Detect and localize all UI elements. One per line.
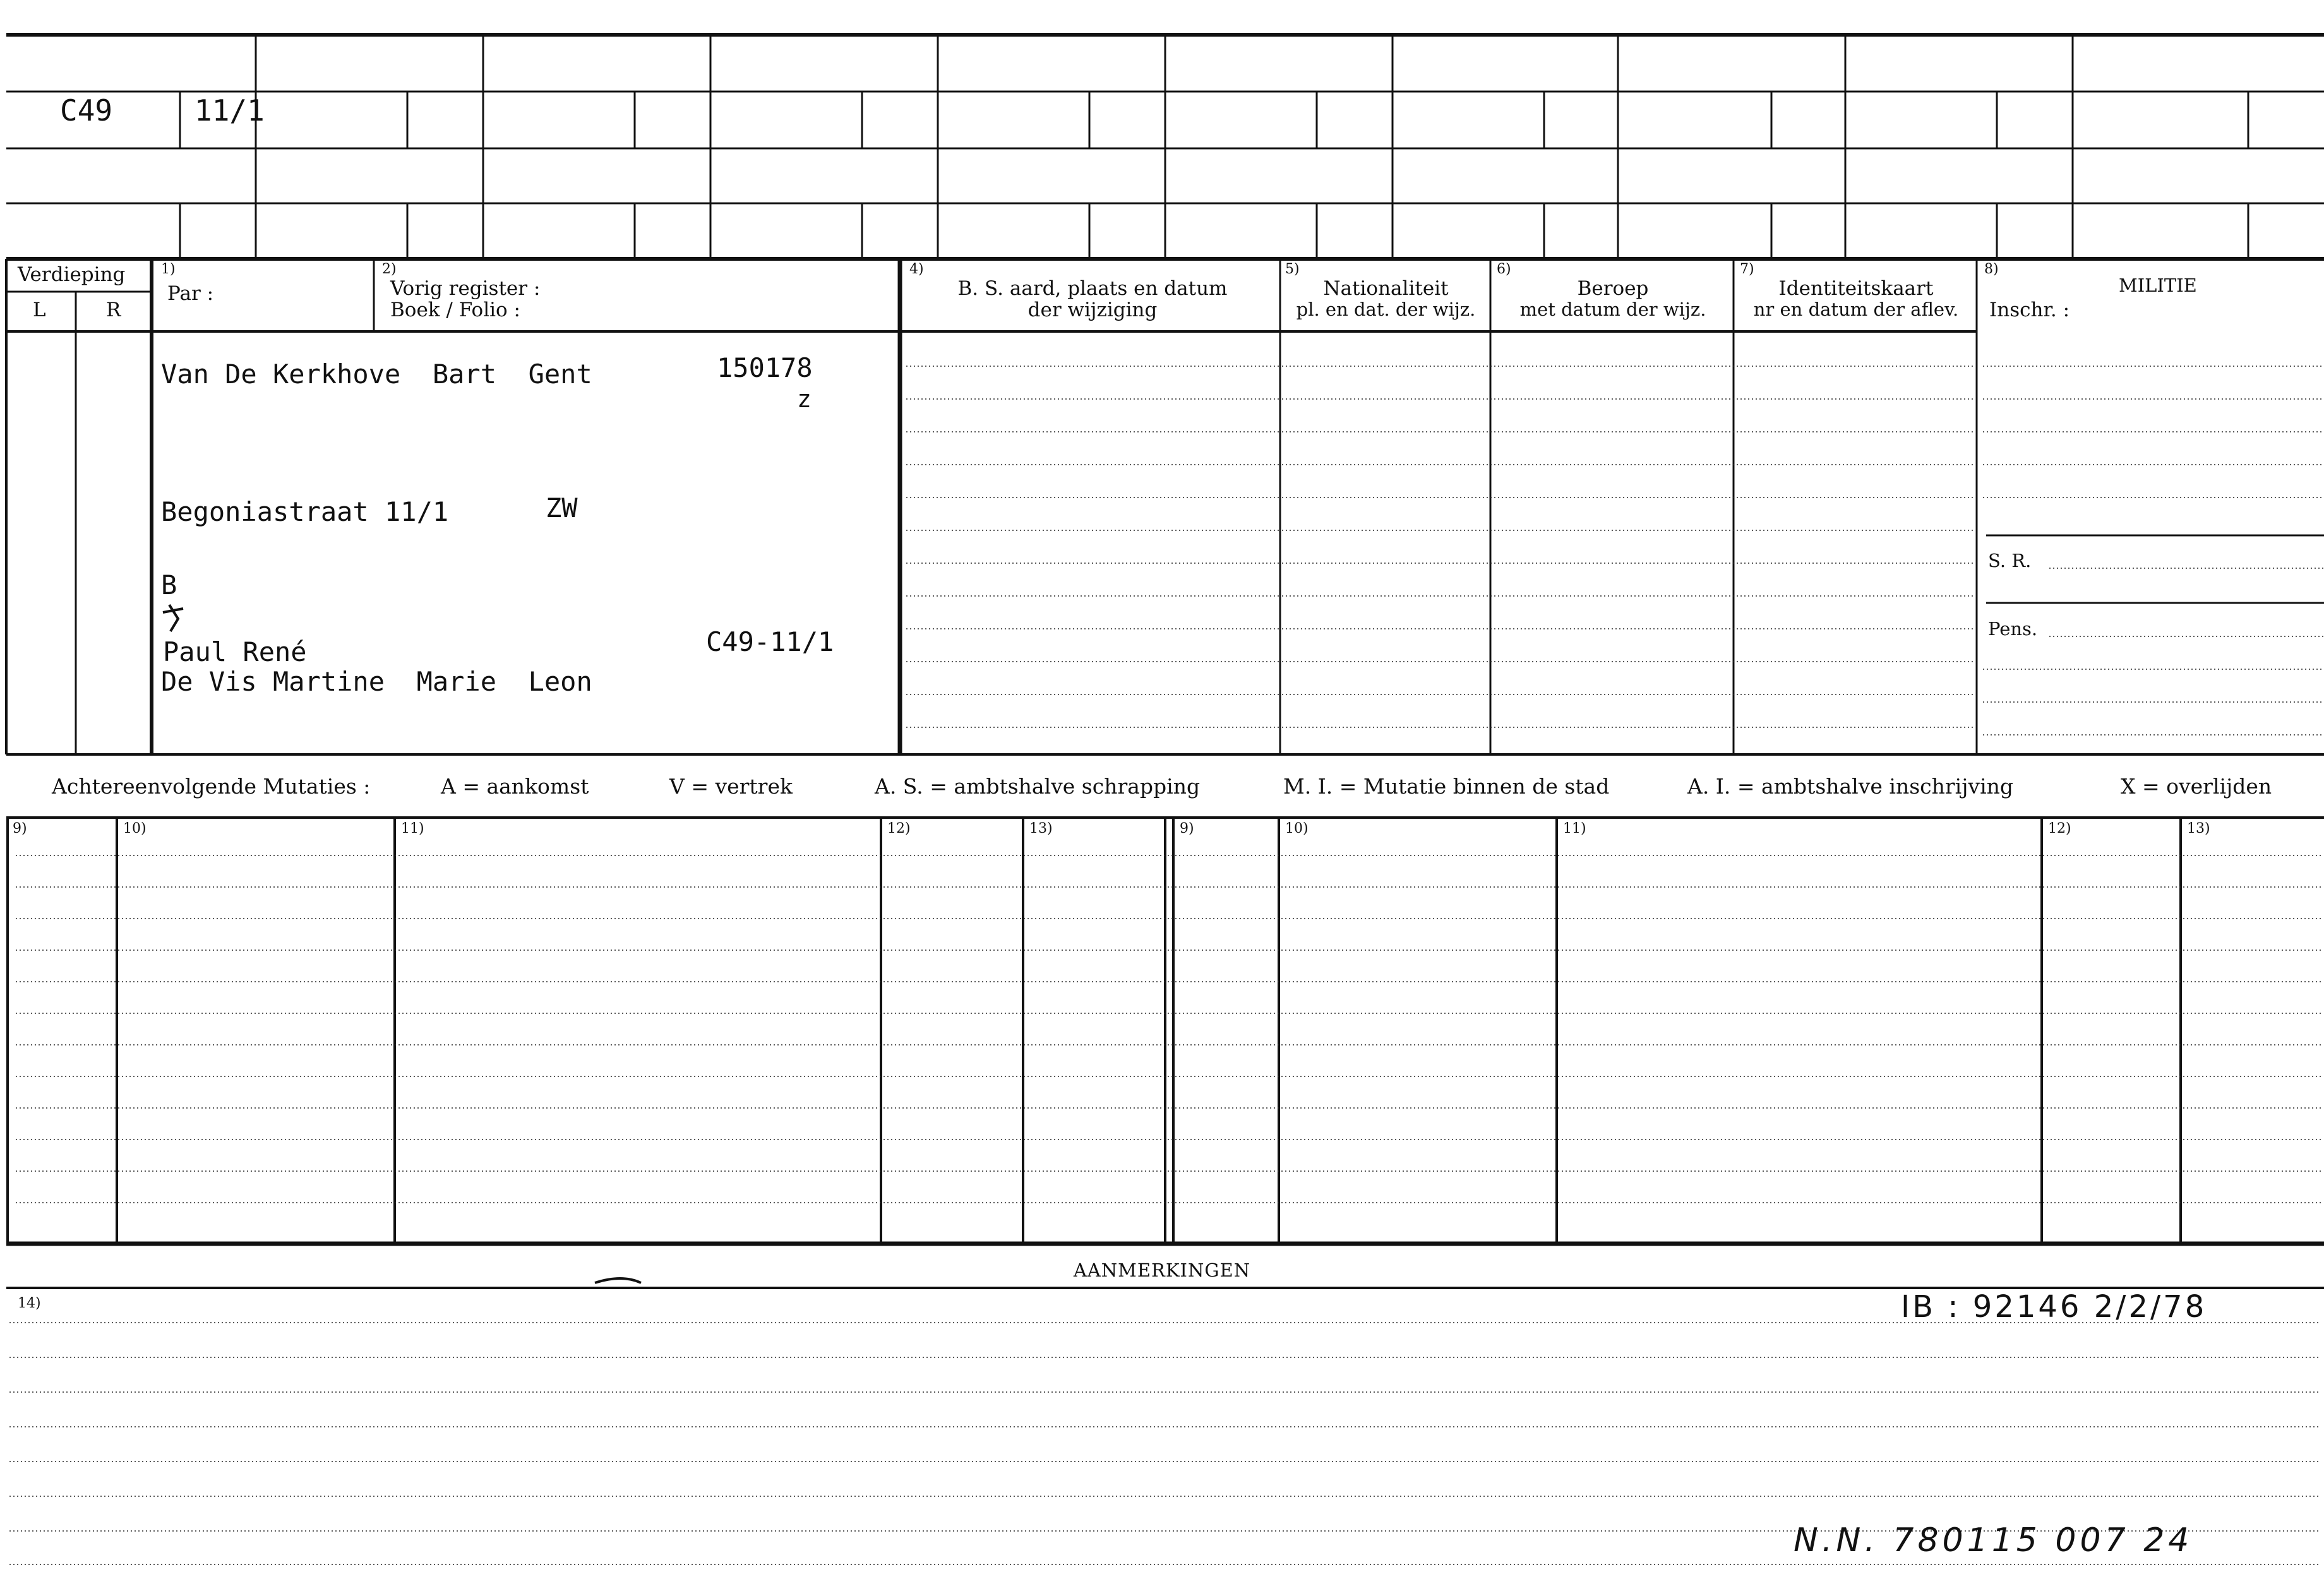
mut-right-col13: 13): [2187, 821, 2210, 837]
mut-left-col13: 13): [1029, 821, 1053, 837]
militie-inschr-label: Inschr. :: [1989, 299, 2070, 321]
col1-label: Par :: [167, 282, 214, 305]
col2-label-line1: Vorig register :: [390, 277, 541, 300]
ib-entry: IB : 92146 2/2/78: [1901, 1289, 2207, 1325]
birth-code: 150178: [717, 352, 813, 383]
legend-as: A. S. = ambtshalve schrapping: [875, 774, 1201, 799]
address-code: ZW: [546, 492, 578, 523]
verdieping-label: Verdieping: [18, 263, 126, 286]
mut-left-col10: 10): [123, 821, 147, 837]
col4-label-line1: B. S. aard, plaats en datum: [957, 277, 1228, 300]
col7-label-line2: nr en datum der aflev.: [1753, 299, 1959, 320]
remarks-number: 14): [18, 1295, 41, 1311]
militie-pens-label: Pens.: [1988, 618, 2038, 640]
col7-number: 7): [1740, 261, 1754, 277]
col5-label-line1: Nationaliteit: [1323, 277, 1449, 300]
militie-label: MILITIE: [2119, 275, 2197, 296]
status-code: B: [161, 569, 177, 600]
mut-left-col11: 11): [401, 821, 424, 837]
mut-left-col12: 12): [887, 821, 911, 837]
col6-label-line2: met datum der wijz.: [1519, 299, 1706, 320]
col1-number: 1): [161, 261, 176, 277]
legend-title: Achtereenvolgende Mutaties :: [52, 774, 371, 799]
address: Begoniastraat 11/1: [161, 496, 449, 527]
verdieping-l-label: L: [33, 299, 46, 321]
col6-number: 6): [1497, 261, 1511, 277]
col6-label-line1: Beroep: [1577, 277, 1649, 300]
house-number: 11/1: [195, 93, 265, 128]
mut-left-col9: 9): [13, 821, 27, 837]
col2-number: 2): [382, 261, 397, 277]
partner-name: De Vis Martine Marie Leon: [161, 666, 592, 697]
col8-number: 8): [1984, 261, 1999, 277]
first-names: Paul René: [163, 636, 307, 667]
col2-label-line2: Boek / Folio :: [390, 299, 520, 321]
sector-code: C49: [60, 93, 113, 128]
mut-right-col10: 10): [1285, 821, 1309, 837]
mut-right-col9: 9): [1180, 821, 1194, 837]
mut-right-col12: 12): [2048, 821, 2071, 837]
col5-label-line2: pl. en dat. der wijz.: [1296, 299, 1476, 320]
mut-right-col11: 11): [1563, 821, 1586, 837]
sex-code: z: [797, 385, 812, 413]
col5-number: 5): [1285, 261, 1300, 277]
remarks-title: AANMERKINGEN: [1073, 1259, 1251, 1281]
legend-ai: A. I. = ambtshalve inschrijving: [1687, 774, 2014, 799]
national-number: N.N. 780115 007 24: [1794, 1521, 2193, 1559]
legend-x: X = overlijden: [2121, 774, 2272, 799]
legend-mi: M. I. = Mutatie binnen de stad: [1283, 774, 1610, 799]
col4-number: 4): [909, 261, 924, 277]
col4-label-line2: der wijziging: [1027, 299, 1158, 321]
col7-label-line1: Identiteitskaart: [1778, 277, 1934, 300]
person-name-line: Van De Kerkhove Bart Gent: [161, 359, 592, 390]
legend-v: V = vertrek: [669, 774, 793, 799]
legend-a: A = aankomst: [441, 774, 589, 799]
reference-code: C49-11/1: [706, 626, 834, 657]
verdieping-r-label: R: [106, 299, 121, 321]
militie-sr-label: S. R.: [1988, 550, 2032, 571]
